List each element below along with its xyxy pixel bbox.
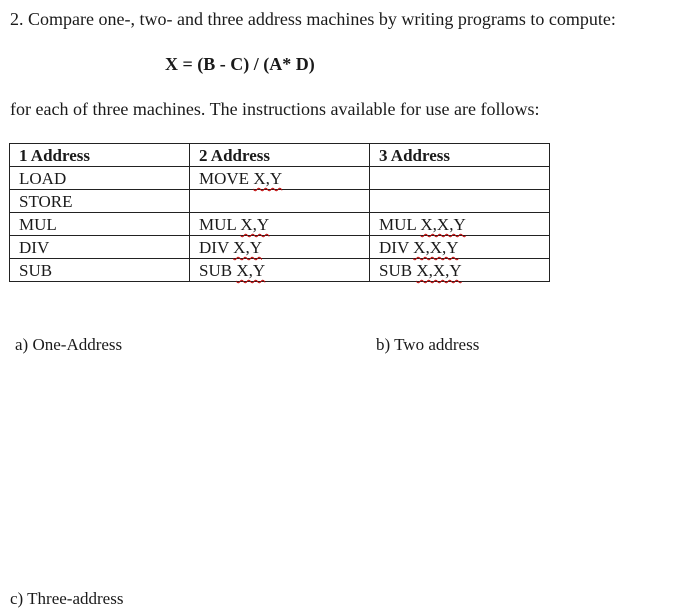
- instructions-text: for each of three machines. The instructions available for use are follows:: [10, 99, 540, 119]
- table-row: [10, 167, 550, 190]
- cell-1-address: LOAD: [10, 167, 190, 190]
- table-row: [10, 213, 550, 236]
- cell-2-address: [190, 259, 370, 282]
- cell-1-address: MUL: [10, 213, 190, 236]
- table-row: [10, 259, 550, 282]
- question-text: 2. Compare one-, two- and three address machines by writing programs to compute:: [10, 9, 616, 29]
- cell-3-address: [370, 190, 550, 213]
- part-b-label: b) Two address: [376, 335, 480, 354]
- opcode: SUB: [199, 261, 233, 280]
- cell-3-address: [370, 236, 550, 259]
- header-2-address: 2 Address: [190, 144, 370, 167]
- cell-1-address: DIV: [10, 236, 190, 259]
- opcode: DIV: [379, 238, 409, 257]
- cell-3-address: [370, 213, 550, 236]
- table-row: [10, 236, 550, 259]
- opcode: SUB: [379, 261, 413, 280]
- cell-1-address: SUB: [10, 259, 190, 282]
- operands: X,X,Y: [413, 238, 459, 257]
- cell-2-address: [190, 213, 370, 236]
- operands: X,Y: [253, 169, 283, 188]
- formula: X = (B - C) / (A* D): [165, 54, 315, 74]
- operands: X,X,Y: [420, 215, 466, 234]
- cell-1-address: STORE: [10, 190, 190, 213]
- cell-3-address: [370, 167, 550, 190]
- header-1-address: 1 Address: [10, 144, 190, 167]
- table-row: [10, 190, 550, 213]
- cell-2-address: [190, 167, 370, 190]
- part-a-label: a) One-Address: [15, 335, 123, 354]
- cell-3-address: [370, 259, 550, 282]
- opcode: MUL: [199, 215, 237, 234]
- cell-2-address: [190, 190, 370, 213]
- opcode: MUL: [379, 215, 417, 234]
- operands: X,Y: [240, 215, 270, 234]
- cell-2-address: [190, 236, 370, 259]
- instruction-table: [9, 143, 550, 282]
- opcode: MOVE: [199, 169, 250, 188]
- operands: X,Y: [236, 261, 266, 280]
- header-3-address: 3 Address: [370, 144, 550, 167]
- part-c-label: c) Three-address: [10, 589, 124, 608]
- opcode: DIV: [199, 238, 229, 257]
- operands: X,Y: [233, 238, 262, 257]
- table-header-row: [10, 144, 550, 167]
- operands: X,X,Y: [416, 261, 462, 280]
